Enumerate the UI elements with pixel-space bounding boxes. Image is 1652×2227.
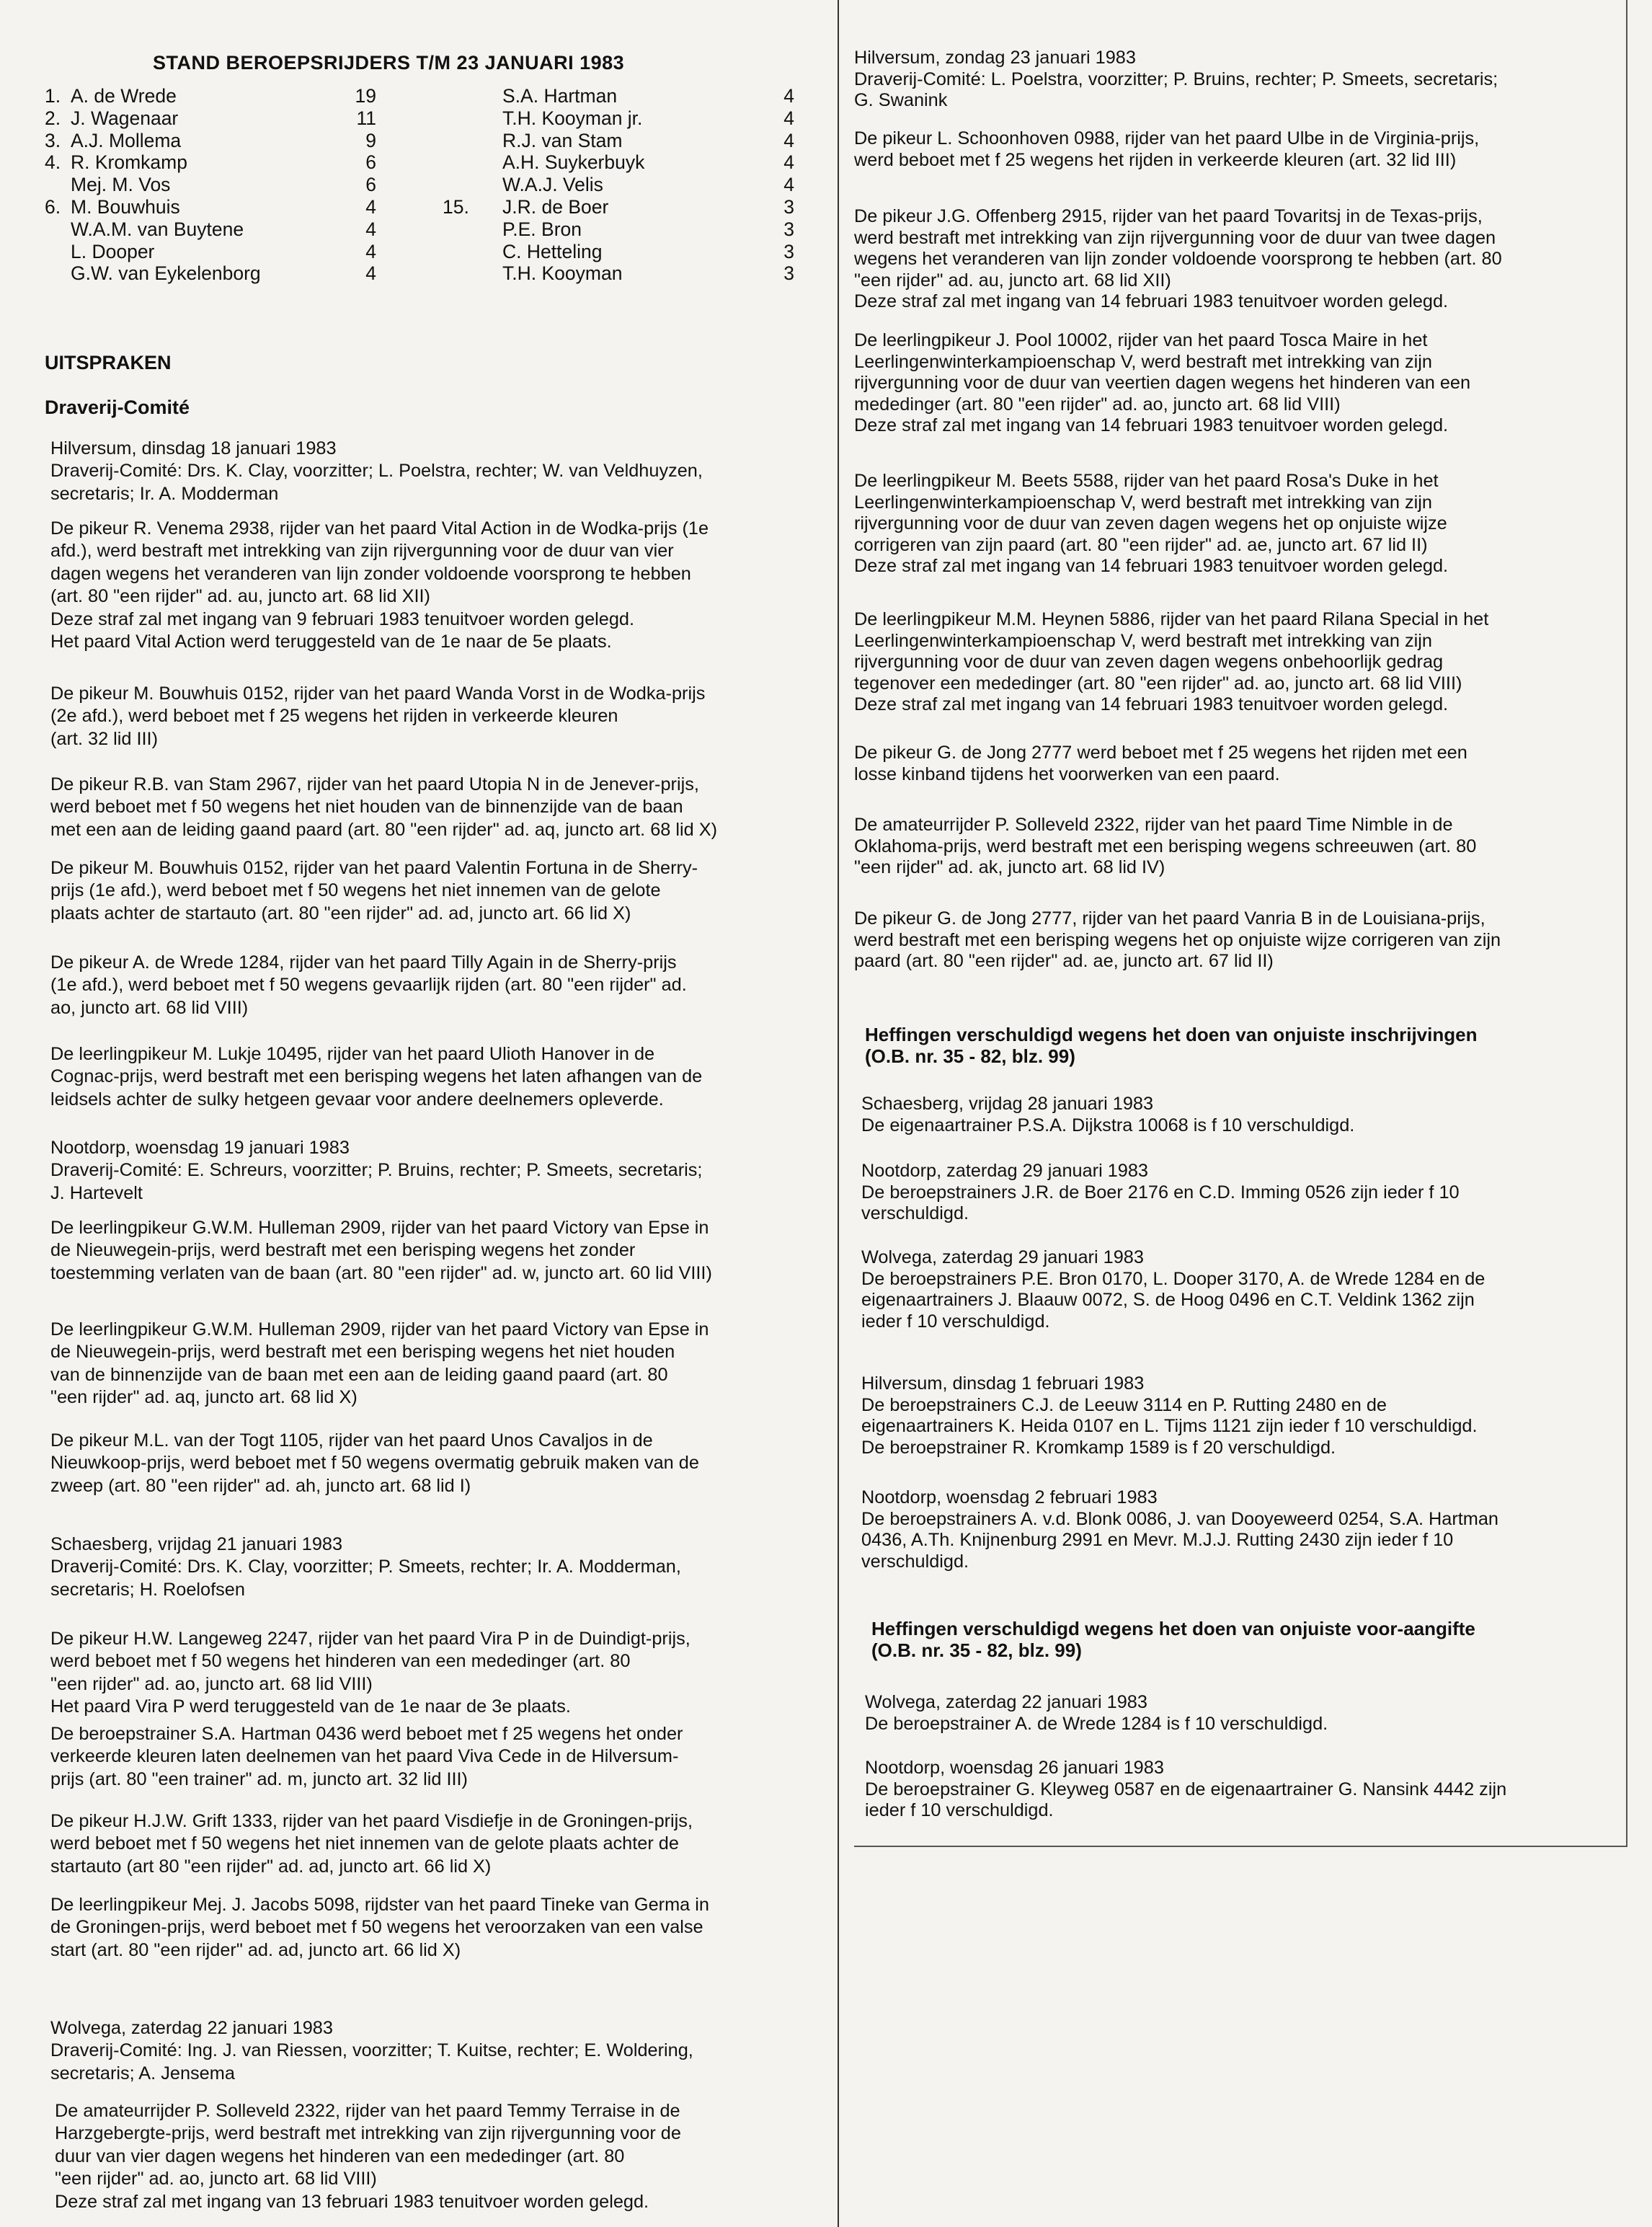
- standings-name: A. de Wrede: [71, 85, 177, 107]
- standings-name: C. Hetteling: [502, 240, 603, 262]
- standings-points: 4: [365, 196, 376, 218]
- text-line: tegenover een mededinger (art. 80 "een rijder" ad. ao, juncto art. 68 lid VIII): [854, 673, 1462, 694]
- text-line: werd beboet met f 25 wegens het rijden in verkeerde kleuren (art. 32 lid III): [854, 149, 1457, 170]
- text-line: Harzgebergte-prijs, werd bestraft met intrekking van zijn rijvergunning voor de: [55, 2123, 681, 2144]
- standings-rank: 2.: [45, 107, 61, 129]
- session-header: [50, 1533, 825, 1601]
- text-line: Het paard Vira P werd teruggesteld van de 1e naar de 3e plaats.: [50, 1696, 571, 1717]
- ruling-entry: [50, 1043, 825, 1111]
- text-line: "een rijder" ad. ak, juncto art. 68 lid IV): [854, 857, 1165, 878]
- ruling-entry: [854, 908, 1501, 973]
- standings-points: 4: [783, 174, 794, 196]
- text-line: Draverij-Comité: L. Poelstra, voorzitter; P. Bruins, rechter; P. Smeets, secretaris;: [854, 68, 1498, 89]
- standings-name: A.H. Suykerbuyk: [502, 151, 645, 174]
- text-line: rijvergunning voor de duur van veertien dagen wegens het hinderen van een: [854, 373, 1471, 394]
- text-line: corrigeren van zijn paard (art. 80 "een rijder" ad. ae, juncto art. 67 lid II): [854, 534, 1428, 555]
- text-line: werd beboet met f 50 wegens het niet houden van de binnenzijde van de baan: [50, 797, 683, 818]
- session-header: [50, 2017, 825, 2085]
- standings-points: 3: [783, 240, 794, 262]
- text-line: de Nieuwegein-prijs, werd bestraft met een berisping wegens het niet houden: [50, 1342, 675, 1363]
- text-line: De leerlingpikeur M.M. Heynen 5886, rijder van het paard Rilana Special in het: [854, 609, 1489, 629]
- column-divider: [838, 0, 839, 2227]
- standings-name: J. Wagenaar: [71, 107, 179, 129]
- text-line: De leerlingpikeur G.W.M. Hulleman 2909, rijder van het paard Victory van Epse in: [50, 1218, 709, 1238]
- text-line: De beroepstrainer A. de Wrede 1284 is f 10 verschuldigd.: [865, 1713, 1328, 1734]
- text-line: (1e afd.), werd beboet met f 50 wegens gevaarlijk rijden (art. 80 "een rijder" ad.: [50, 975, 687, 996]
- standings-name: G.W. van Eykelenborg: [71, 262, 261, 285]
- text-line: Wolvega, zaterdag 29 januari 1983: [861, 1247, 1144, 1267]
- standings-name: Mej. M. Vos: [71, 174, 171, 196]
- text-line: Hilversum, dinsdag 18 januari 1983: [50, 438, 337, 459]
- standings-points: 4: [783, 107, 794, 129]
- text-line: De pikeur M.L. van der Togt 1105, rijder van het paard Unos Cavaljos in de: [50, 1430, 653, 1451]
- text-line: Het paard Vital Action werd teruggesteld van de 1e naar de 5e plaats.: [50, 632, 612, 652]
- text-line: Deze straf zal met ingang van 9 februari 1983 tenuitvoer worden gelegd.: [50, 608, 634, 629]
- text-line: Draverij-Comité: Drs. K. Clay, voorzitter; L. Poelstra, rechter; W. van Veldhuyzen,: [50, 461, 703, 482]
- standings-points: 6: [365, 151, 376, 174]
- text-line: eigenaartrainers K. Heida 0107 en L. Tijms 1121 zijn ieder f 10 verschuldigd.: [861, 1416, 1478, 1437]
- text-line: De pikeur R.B. van Stam 2967, rijder van het paard Utopia N in de Jenever-prijs,: [50, 774, 699, 794]
- text-line: toestemming verlaten van de baan (art. 80 "een rijder" ad. w, juncto art. 60 lid VIII): [50, 1262, 712, 1283]
- text-line: Schaesberg, vrijdag 21 januari 1983: [50, 1534, 343, 1554]
- text-line: mededinger (art. 80 "een rijder" ad. ao, juncto art. 68 lid VIII): [854, 394, 1341, 415]
- text-line: paard (art. 80 "een rijder" ad. ae, juncto art. 67 lid II): [854, 951, 1274, 972]
- text-line: wegens het veranderen van lijn zonder voldoende voorsprong te hebben (art. 80: [854, 249, 1502, 270]
- text-line: De pikeur H.W. Langeweg 2247, rijder van het paard Vira P in de Duindigt-prijs,: [50, 1629, 690, 1649]
- text-line: De beroepstrainer S.A. Hartman 0436 werd beboet met f 25 wegens het onder: [50, 1724, 683, 1744]
- text-line: afd.), werd bestraft met intrekking van zijn rijvergunning voor de duur van vier: [50, 541, 674, 562]
- standings-rank: 1.: [45, 85, 61, 107]
- text-line: De pikeur R. Venema 2938, rijder van het paard Vital Action in de Wodka-prijs (1e: [50, 518, 709, 539]
- text-line: Wolvega, zaterdag 22 januari 1983: [50, 2018, 333, 2038]
- text-line: prijs (art. 80 "een trainer" ad. m, juncto art. 32 lid III): [50, 1768, 468, 1789]
- text-line: Hilversum, zondag 23 januari 1983: [854, 48, 1136, 68]
- text-line: Draverij-Comité: E. Schreurs, voorzitter; P. Bruins, rechter; P. Smeets, secretaris;: [50, 1160, 703, 1181]
- text-line: Nieuwkoop-prijs, werd beboet met f 50 wegens overmatig gebruik maken van de: [50, 1453, 699, 1474]
- text-line: Deze straf zal met ingang van 14 februari 1983 tenuitvoer worden gelegd.: [854, 694, 1449, 715]
- ruling-entry: [854, 471, 1448, 577]
- standings-name: J.R. de Boer: [502, 196, 609, 218]
- standings-name: M. Bouwhuis: [71, 196, 180, 218]
- ruling-entry: [854, 128, 1479, 171]
- text-line: verschuldigd.: [861, 1203, 969, 1224]
- standings-name: T.H. Kooyman: [502, 262, 623, 285]
- text-line: Heffingen verschuldigd wegens het doen van onjuiste inschrijvingen: [865, 1024, 1478, 1045]
- standings-name: T.H. Kooyman jr.: [502, 107, 643, 129]
- text-line: met een aan de leiding gaand paard (art. 80 "een rijder" ad. aq, juncto art. 68 lid X): [50, 819, 718, 840]
- text-line: ieder f 10 verschuldigd.: [861, 1311, 1050, 1332]
- text-line: verkeerde kleuren laten deelnemen van het paard Viva Cede in de Hilversum-: [50, 1746, 679, 1767]
- standings-points: 4: [783, 129, 794, 151]
- text-line: De leerlingpikeur M. Beets 5588, rijder van het paard Rosa's Duke in het: [854, 471, 1439, 491]
- text-line: werd beboet met f 50 wegens het hinderen van een mededinger (art. 80: [50, 1651, 631, 1672]
- text-line: Hilversum, dinsdag 1 februari 1983: [861, 1373, 1145, 1394]
- text-line: ao, juncto art. 68 lid VIII): [50, 997, 249, 1018]
- text-line: "een rijder" ad. au, juncto art. 68 lid XII): [854, 270, 1171, 291]
- text-line: De leerlingpikeur J. Pool 10002, rijder van het paard Tosca Maire in het: [854, 330, 1428, 350]
- ruling-entry: [50, 1894, 825, 1962]
- standings-name: A.J. Mollema: [71, 129, 182, 151]
- ruling-entry: [55, 2100, 830, 2213]
- standings-points: 3: [783, 262, 794, 285]
- standings-name: W.A.M. van Buytene: [71, 218, 244, 240]
- text-line: De beroepstrainer G. Kleyweg 0587 en de eigenaartrainer G. Nansink 4442 zijn: [865, 1779, 1507, 1799]
- text-line: (art. 80 "een rijder" ad. au, juncto art. 68 lid XII): [50, 586, 430, 607]
- heffing-entry: [861, 1161, 1460, 1225]
- ruling-entry: [50, 1430, 825, 1497]
- standings-name: R.J. van Stam: [502, 129, 623, 151]
- text-line: De pikeur J.G. Offenberg 2915, rijder van het paard Tovaritsj in de Texas-prijs,: [854, 206, 1483, 226]
- text-line: startauto (art 80 "een rijder" ad. ad, juncto art. 66 lid X): [50, 1856, 492, 1877]
- text-line: (O.B. nr. 35 - 82, blz. 99): [871, 1639, 1082, 1661]
- heffing-entry: [861, 1247, 1485, 1332]
- text-line: De leerlingpikeur Mej. J. Jacobs 5098, rijdster van het paard Tineke van Germa in: [50, 1895, 709, 1915]
- ruling-entry: [50, 774, 825, 841]
- text-line: J. Hartevelt: [50, 1182, 143, 1203]
- right-column-bottom-border: [854, 1846, 1627, 1847]
- text-line: De pikeur M. Bouwhuis 0152, rijder van het paard Wanda Vorst in de Wodka-prijs: [50, 683, 706, 704]
- text-line: De pikeur G. de Jong 2777, rijder van het paard Vanria B in de Louisiana-prijs,: [854, 908, 1486, 929]
- text-line: Leerlingenwinterkampioenschap V, werd bestraft met intrekking van zijn: [854, 351, 1432, 372]
- text-line: De pikeur G. de Jong 2777 werd beboet met f 25 wegens het rijden met een: [854, 743, 1467, 763]
- text-line: Deze straf zal met ingang van 14 februari 1983 tenuitvoer worden gelegd.: [854, 415, 1449, 436]
- standings-points: 9: [365, 129, 376, 151]
- ruling-entry: [50, 1319, 825, 1409]
- ruling-entry: [854, 815, 1476, 879]
- text-line: Nootdorp, woensdag 19 januari 1983: [50, 1138, 350, 1158]
- heffing-entry: [861, 1094, 1354, 1136]
- standings-name: W.A.J. Velis: [502, 174, 603, 196]
- text-line: (O.B. nr. 35 - 82, blz. 99): [865, 1045, 1075, 1067]
- heffing-entry: [865, 1692, 1328, 1735]
- ruling-entry: [854, 609, 1488, 716]
- text-line: van de binnenzijde van de baan met een aan de leiding gaand paard (art. 80: [50, 1364, 668, 1385]
- standings-rank: 4.: [45, 151, 61, 174]
- text-line: Cognac-prijs, werd bestraft met een berisping wegens het laten afhangen van de: [50, 1066, 703, 1087]
- standings-points: 4: [365, 262, 376, 285]
- standings-points: 3: [783, 196, 794, 218]
- text-line: verschuldigd.: [861, 1551, 969, 1572]
- text-line: Leerlingenwinterkampioenschap V, werd bestraft met intrekking van zijn: [854, 630, 1432, 651]
- text-line: De beroepstrainers P.E. Bron 0170, L. Dooper 3170, A. de Wrede 1284 en de: [861, 1268, 1486, 1289]
- text-line: rijvergunning voor de duur van zeven dagen wegens onbehoorlijk gedrag: [854, 652, 1444, 673]
- standings-points: 6: [365, 174, 376, 196]
- text-line: dagen wegens het veranderen van lijn zonder voldoende voorsprong te hebben: [50, 563, 691, 584]
- text-line: (art. 32 lid III): [50, 728, 159, 749]
- ruling-entry: [854, 743, 1467, 785]
- text-line: De pikeur A. de Wrede 1284, rijder van het paard Tilly Again in de Sherry-prijs: [50, 952, 677, 973]
- text-line: Deze straf zal met ingang van 14 februari 1983 tenuitvoer worden gelegd.: [854, 556, 1449, 577]
- text-line: De beroepstrainers A. v.d. Blonk 0086, J. van Dooyeweerd 0254, S.A. Hartman: [861, 1508, 1498, 1529]
- text-line: Wolvega, zaterdag 22 januari 1983: [865, 1692, 1147, 1712]
- text-line: Deze straf zal met ingang van 13 februari 1983 tenuitvoer worden gelegd.: [55, 2191, 649, 2212]
- text-line: De beroepstrainer R. Kromkamp 1589 is f 20 verschuldigd.: [861, 1437, 1336, 1458]
- text-line: De beroepstrainers C.J. de Leeuw 3114 en P. Rutting 2480 en de: [861, 1394, 1387, 1415]
- text-line: Oklahoma-prijs, werd bestraft met een berisping wegens schreeuwen (art. 80: [854, 836, 1477, 856]
- text-line: Nootdorp, woensdag 26 januari 1983: [865, 1758, 1164, 1778]
- text-line: (2e afd.), werd beboet met f 25 wegens het rijden in verkeerde kleuren: [50, 706, 618, 727]
- text-line: De amateurrijder P. Solleveld 2322, rijder van het paard Time Nimble in de: [854, 815, 1453, 835]
- standings-points: 4: [365, 218, 376, 240]
- text-line: start (art. 80 "een rijder" ad. ad, juncto art. 66 lid X): [50, 1939, 461, 1960]
- session-header: [50, 438, 825, 505]
- text-line: zweep (art. 80 "een rijder" ad. ah, juncto art. 68 lid I): [50, 1475, 471, 1496]
- text-line: Nootdorp, zaterdag 29 januari 1983: [861, 1161, 1149, 1181]
- text-line: Draverij-Comité: Drs. K. Clay, voorzitter; P. Smeets, rechter; Ir. A. Modderman,: [50, 1557, 681, 1577]
- right-column-border: [1626, 0, 1627, 1847]
- ruling-entry: [50, 683, 825, 751]
- uitspraken-heading: UITSPRAKEN: [45, 352, 172, 373]
- standings-name: R. Kromkamp: [71, 151, 187, 174]
- text-line: rijvergunning voor de duur van zeven dagen wegens het op onjuiste wijze: [854, 513, 1447, 534]
- text-line: secretaris; Ir. A. Modderman: [50, 483, 279, 504]
- heffingen-inschrijvingen-heading: [865, 1024, 1477, 1067]
- draverij-comite-heading: Draverij-Comité: [45, 397, 190, 418]
- text-line: de Groningen-prijs, werd beboet met f 50 wegens het veroorzaken van een valse: [50, 1917, 703, 1938]
- standings-rank: 6.: [45, 196, 61, 218]
- standings-title: STAND BEROEPSRIJDERS T/M 23 JANUARI 1983: [153, 52, 625, 74]
- session-header: [50, 1137, 825, 1205]
- heffing-entry: [861, 1373, 1478, 1458]
- text-line: G. Swanink: [854, 90, 948, 111]
- text-line: secretaris; H. Roelofsen: [50, 1579, 245, 1600]
- text-line: De pikeur L. Schoonhoven 0988, rijder van het paard Ulbe in de Virginia-prijs,: [854, 128, 1480, 149]
- text-line: Leerlingenwinterkampioenschap V, werd bestraft met intrekking van zijn: [854, 492, 1432, 513]
- text-line: Draverij-Comité: Ing. J. van Riessen, voorzitter; T. Kuitse, rechter; E. Woldering,: [50, 2040, 693, 2061]
- text-line: "een rijder" ad. aq, juncto art. 68 lid X): [50, 1387, 358, 1408]
- standings-name: L. Dooper: [71, 240, 155, 262]
- text-line: "een rijder" ad. ao, juncto art. 68 lid VIII): [50, 1673, 373, 1694]
- heffing-entry: [865, 1758, 1506, 1822]
- text-line: eigenaartrainers J. Blaauw 0072, S. de Hoog 0496 en C.T. Veldink 1362 zijn: [861, 1290, 1475, 1311]
- ruling-entry: [50, 518, 825, 653]
- text-line: De amateurrijder P. Solleveld 2322, rijder van het paard Temmy Terraise in de: [55, 2101, 680, 2121]
- text-line: werd bestraft met intrekking van zijn rijvergunning voor de duur van twee dagen: [854, 227, 1496, 248]
- standings-rank: 15.: [443, 196, 469, 218]
- standings-points: 4: [783, 85, 794, 107]
- standings-points: 4: [783, 151, 794, 174]
- ruling-entry: [50, 952, 825, 1019]
- text-line: 0436, A.Th. Knijnenburg 2991 en Mevr. M.J.J. Rutting 2430 zijn ieder f 10: [861, 1530, 1454, 1551]
- text-line: de Nieuwegein-prijs, werd bestraft met een berisping wegens het zonder: [50, 1240, 636, 1261]
- ruling-entry: [50, 1217, 825, 1285]
- ruling-entry: [50, 1723, 825, 1791]
- text-line: leidsels achter de sulky hetgeen gevaar voor andere deelnemers opleverde.: [50, 1089, 664, 1110]
- session-header: [854, 48, 1498, 112]
- text-line: De beroepstrainers J.R. de Boer 2176 en C.D. Imming 0526 zijn ieder f 10: [861, 1182, 1460, 1203]
- heffingen-voor-aangifte-heading: [871, 1618, 1475, 1661]
- text-line: Schaesberg, vrijdag 28 januari 1983: [861, 1094, 1154, 1114]
- text-line: secretaris; A. Jensema: [50, 2063, 235, 2084]
- text-line: De leerlingpikeur M. Lukje 10495, rijder van het paard Ulioth Hanover in de: [50, 1044, 655, 1064]
- standings-name: P.E. Bron: [502, 218, 582, 240]
- text-line: duur van vier dagen wegens het hinderen van een mededinger (art. 80: [55, 2146, 625, 2166]
- text-line: ieder f 10 verschuldigd.: [865, 1800, 1054, 1821]
- text-line: prijs (1e afd.), werd beboet met f 50 wegens het niet innemen van de gelote: [50, 880, 661, 901]
- text-line: De pikeur H.J.W. Grift 1333, rijder van het paard Visdiefje in de Groningen-prijs,: [50, 1811, 693, 1831]
- text-line: Nootdorp, woensdag 2 februari 1983: [861, 1487, 1158, 1507]
- standings-points: 11: [356, 107, 376, 129]
- ruling-entry: [50, 1628, 825, 1719]
- text-line: Heffingen verschuldigd wegens het doen van onjuiste voor-aangifte: [871, 1618, 1475, 1639]
- standings-name: S.A. Hartman: [502, 85, 618, 107]
- text-line: losse kinband tijdens het voorwerken van een paard.: [854, 763, 1280, 784]
- ruling-entry: [854, 330, 1470, 437]
- text-line: Deze straf zal met ingang van 14 februari 1983 tenuitvoer worden gelegd.: [854, 291, 1449, 312]
- standings-points: 19: [355, 85, 376, 107]
- standings-points: 3: [783, 218, 794, 240]
- text-line: werd bestraft met een berisping wegens het op onjuiste wijze corrigeren van zijn: [854, 929, 1501, 950]
- text-line: plaats achter de startauto (art. 80 "een rijder" ad. ad, juncto art. 66 lid X): [50, 903, 631, 924]
- text-line: De eigenaartrainer P.S.A. Dijkstra 10068 is f 10 verschuldigd.: [861, 1115, 1355, 1135]
- text-line: De pikeur M. Bouwhuis 0152, rijder van het paard Valentin Fortuna in de Sherry-: [50, 858, 698, 878]
- standings-rank: 3.: [45, 129, 61, 151]
- text-line: werd beboet met f 50 wegens het niet innemen van de gelote plaats achter de: [50, 1833, 679, 1854]
- heffing-entry: [861, 1487, 1498, 1572]
- text-line: "een rijder" ad. ao, juncto art. 68 lid VIII): [55, 2169, 377, 2190]
- ruling-entry: [854, 206, 1502, 313]
- ruling-entry: [50, 857, 825, 925]
- standings-points: 4: [365, 240, 376, 262]
- ruling-entry: [50, 1810, 825, 1878]
- text-line: De leerlingpikeur G.W.M. Hulleman 2909, rijder van het paard Victory van Epse in: [50, 1319, 709, 1340]
